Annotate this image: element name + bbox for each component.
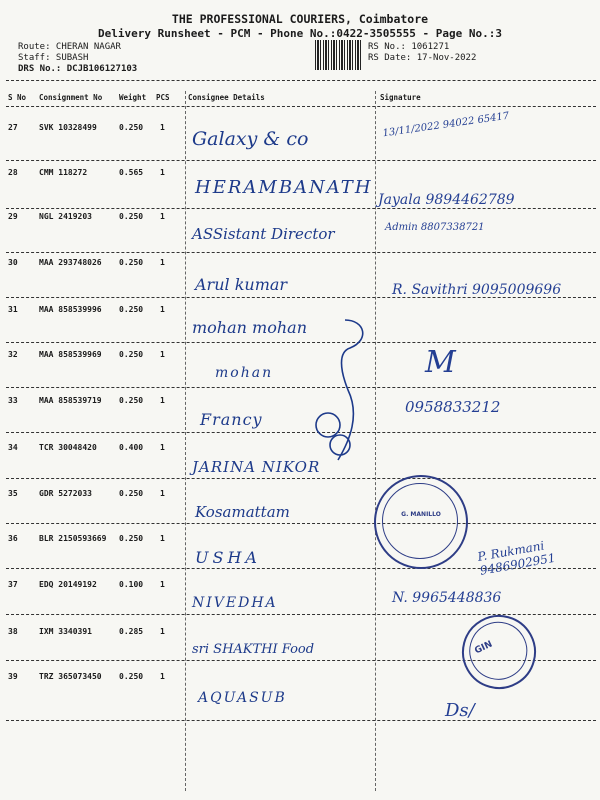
row-divider — [6, 297, 596, 298]
row-divider — [6, 252, 596, 253]
row-39-consignee: AQUASUB — [198, 690, 287, 706]
row-27-weight: 0.250 — [119, 123, 144, 132]
row-35-weight: 0.250 — [119, 489, 144, 498]
col-header-consignment: Consignment No — [39, 93, 103, 102]
row-29-pcs: 1 — [160, 212, 165, 221]
row-29-signature: Admin 8807338721 — [385, 222, 485, 233]
row-divider — [6, 160, 596, 161]
row-36-signature: P. Rukmani 9486902951 — [476, 538, 557, 578]
row-36-weight: 0.250 — [119, 534, 144, 543]
col-header-pcs: PCS — [156, 93, 170, 102]
row-33-signature: 0958833212 — [405, 398, 501, 416]
row-29-weight: 0.250 — [119, 212, 144, 221]
col-header-weight: Weight — [119, 93, 147, 102]
row-27-signature: 13/11/2022 94022 65417 — [381, 110, 510, 140]
row-32-pcs: 1 — [160, 350, 165, 359]
row-divider — [6, 208, 596, 209]
handwritten-scribble — [180, 300, 380, 490]
row-35-sno: 35 — [8, 489, 18, 498]
row-39-weight: 0.250 — [119, 672, 144, 681]
row-30-weight: 0.250 — [119, 258, 144, 267]
row-37-sno: 37 — [8, 580, 18, 589]
row-35-signature: G. MANILLO — [401, 511, 441, 518]
drs-number: DRS No.: DCJB106127103 — [18, 64, 138, 74]
row-33-consignee: Francy — [200, 410, 263, 429]
row-31-weight: 0.250 — [119, 305, 144, 314]
header-top-rule — [6, 80, 596, 81]
row-35-consignment: GDR 5272033 — [39, 489, 92, 498]
row-38-pcs: 1 — [160, 627, 165, 636]
row-divider — [6, 614, 596, 615]
row-divider — [6, 568, 596, 569]
row-27-sno: 27 — [8, 123, 18, 132]
rs-number: RS No.: 1061271 — [368, 42, 450, 52]
row-34-weight: 0.400 — [119, 443, 144, 452]
col-header-consignee: Consignee Details — [188, 93, 265, 102]
row-28-sno: 28 — [8, 168, 18, 177]
kosamattam-stamp — [374, 475, 468, 569]
row-33-pcs: 1 — [160, 396, 165, 405]
row-38-consignment: IXM 3340391 — [39, 627, 92, 636]
row-30-pcs: 1 — [160, 258, 165, 267]
scribble-stroke — [338, 320, 363, 460]
row-37-pcs: 1 — [160, 580, 165, 589]
row-34-pcs: 1 — [160, 443, 165, 452]
row-34-consignee: JARINA NIKOR — [192, 458, 321, 476]
row-32-sno: 32 — [8, 350, 18, 359]
route-label: Route: CHERAN NAGAR — [18, 42, 121, 52]
row-29-consignee: ASSistant Director — [192, 225, 335, 243]
row-30-sno: 30 — [8, 258, 18, 267]
row-39-signature: Ds/ — [445, 700, 475, 721]
row-28-consignee: HERAMBANATH — [195, 177, 373, 198]
row-35-pcs: 1 — [160, 489, 165, 498]
row-31-consignee: mohan mohan — [192, 318, 307, 337]
scribble-circle — [316, 413, 340, 437]
row-32-consignment: MAA 858539969 — [39, 350, 102, 359]
row-divider — [6, 720, 596, 721]
row-29-sno: 29 — [8, 212, 18, 221]
document-subtitle: Delivery Runsheet - PCM - Phone No.:0422-3505555 - Page No.:3 — [98, 27, 502, 40]
row-38-weight: 0.285 — [119, 627, 144, 636]
row-36-consignee: USHA — [195, 548, 261, 567]
row-38-sno: 38 — [8, 627, 18, 636]
row-34-consignment: TCR 30048420 — [39, 443, 97, 452]
row-39-consignment: TRZ 365073450 — [39, 672, 102, 681]
row-divider — [6, 523, 596, 524]
row-32-signature: M — [425, 345, 456, 380]
row-27-consignee: Galaxy & co — [192, 128, 309, 150]
row-36-pcs: 1 — [160, 534, 165, 543]
row-38-consignee: sri SHAKTHI Food — [192, 642, 315, 657]
row-32-consignee: mohan — [215, 365, 274, 381]
row-36-consignment: BLR 2150593669 — [39, 534, 107, 543]
row-33-weight: 0.250 — [119, 396, 144, 405]
row-27-consignment: SVK 10328499 — [39, 123, 97, 132]
row-33-consignment: MAA 858539719 — [39, 396, 102, 405]
row-27-pcs: 1 — [160, 123, 165, 132]
row-31-consignment: MAA 858539996 — [39, 305, 102, 314]
row-31-sno: 31 — [8, 305, 18, 314]
staff-label: Staff: SUBASH — [18, 53, 89, 63]
row-30-consignee: Arul kumar — [195, 275, 288, 294]
row-37-weight: 0.100 — [119, 580, 144, 589]
row-37-signature: N. 9965448836 — [392, 590, 502, 606]
row-28-consignment: CMM 118272 — [39, 168, 88, 177]
row-33-sno: 33 — [8, 396, 18, 405]
food-lab-stamp: GIN — [454, 607, 545, 698]
row-31-pcs: 1 — [160, 305, 165, 314]
row-36-sno: 36 — [8, 534, 18, 543]
row-28-signature: Jayala 9894462789 — [378, 192, 515, 208]
col-header-signature: Signature — [380, 93, 421, 102]
row-30-signature: R. Savithri 9095009696 — [392, 282, 562, 298]
rs-date: RS Date: 17-Nov-2022 — [368, 53, 477, 63]
scribble-circle — [330, 435, 350, 455]
row-32-weight: 0.250 — [119, 350, 144, 359]
row-35-consignee: Kosamattam — [195, 503, 290, 521]
header-bottom-rule — [6, 106, 596, 107]
row-29-consignment: NGL 2419203 — [39, 212, 92, 221]
row-34-sno: 34 — [8, 443, 18, 452]
row-28-pcs: 1 — [160, 168, 165, 177]
row-39-pcs: 1 — [160, 672, 165, 681]
col-header-sno: S No — [8, 93, 27, 102]
row-37-consignee: NIVEDHA — [192, 595, 278, 611]
row-28-weight: 0.565 — [119, 168, 144, 177]
row-39-sno: 39 — [8, 672, 18, 681]
barcode-image — [315, 40, 363, 70]
document-title: THE PROFESSIONAL COURIERS, Coimbatore — [171, 12, 429, 26]
row-37-consignment: EDQ 20149192 — [39, 580, 97, 589]
row-30-consignment: MAA 293748026 — [39, 258, 102, 267]
